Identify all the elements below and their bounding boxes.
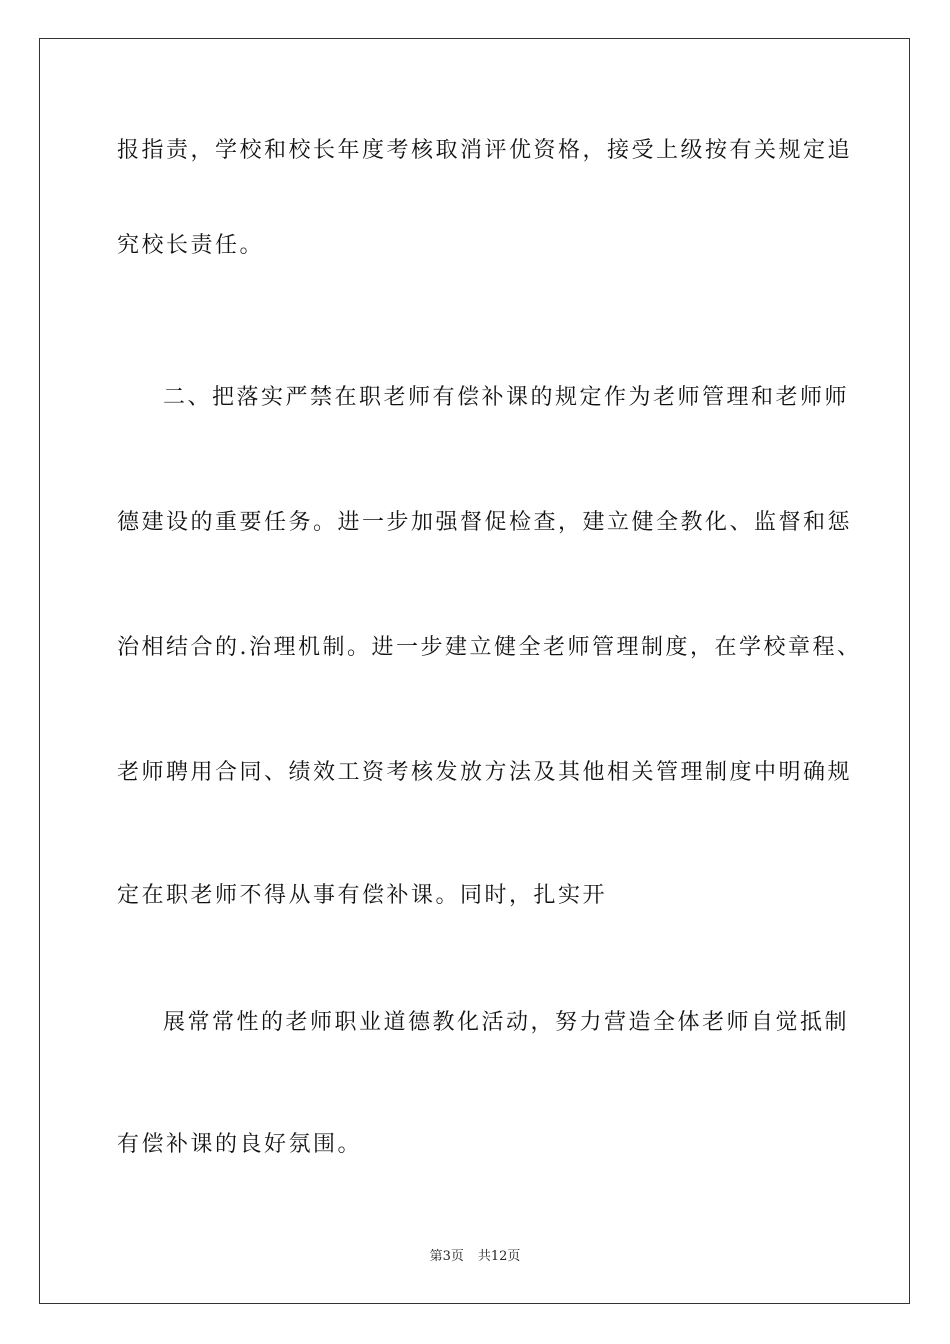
text-line-8: 展常常性的老师职业道德教化活动，努力营造全体老师自觉抵制 — [163, 1010, 850, 1035]
text-line-6: 老师聘用合同、绩效工资考核发放方法及其他相关管理制度中明确规 — [117, 760, 853, 785]
page-number: 第3页 — [429, 1249, 464, 1264]
text-line-4: 德建设的重要任务。进一步加强督促检查，建立健全教化、监督和惩 — [117, 510, 853, 535]
page-border — [39, 38, 910, 1304]
page-footer — [0, 1248, 950, 1266]
text-line-5: 治相结合的.治理机制。进一步建立健全老师管理制度，在学校章程、 — [117, 635, 862, 660]
text-line-1: 报指责，学校和校长年度考核取消评优资格，接受上级按有关规定追 — [117, 138, 853, 163]
page-total: 共12页 — [477, 1249, 521, 1264]
text-line-3: 二、把落实严禁在职老师有偿补课的规定作为老师管理和老师师 — [163, 385, 850, 410]
text-line-2: 究校长责任。 — [117, 233, 265, 258]
text-line-9: 有偿补课的良好氛围。 — [117, 1132, 363, 1157]
text-line-7: 定在职老师不得从事有偿补课。同时，扎实开 — [117, 883, 608, 908]
